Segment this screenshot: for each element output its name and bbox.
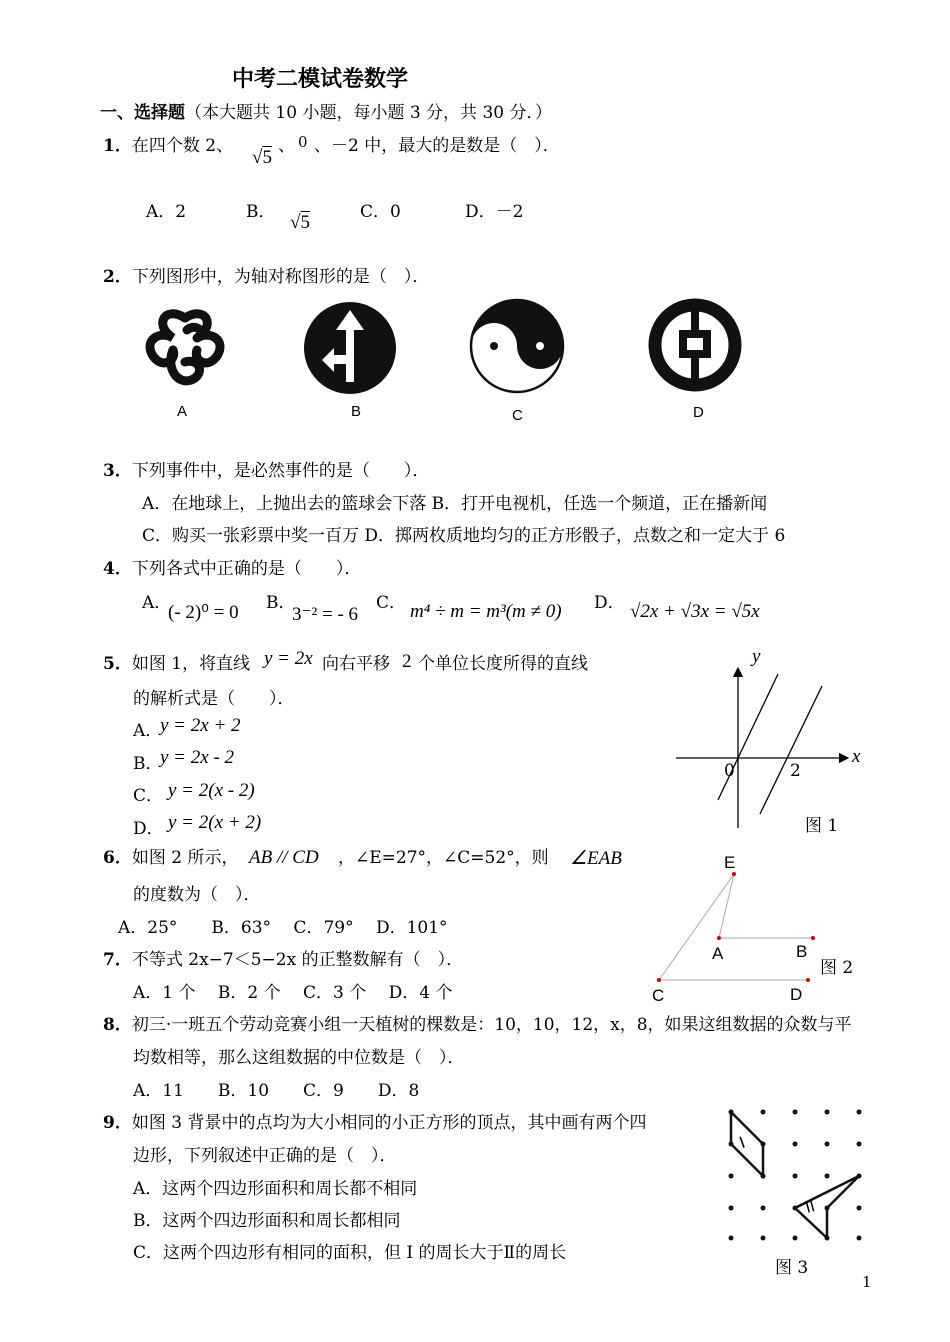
q4-option-d-expr: √2x + √3x = √5x [630,601,760,622]
q8-number: 8． [103,1015,132,1035]
fig1-origin-label: 0 [724,761,735,781]
bank-coin-logo-icon [646,296,744,394]
knot-symbol-icon [135,300,235,395]
q4-option-d-label: D． [594,593,625,613]
q7-options: A．1 个 B．2 个 C．3 个 D．4 个 [133,983,453,1003]
q6-stem [103,843,238,868]
q5-stem-b: 向右平移 [322,654,390,674]
q1-stem-tail: 、－2 中，最大的是数是（ ）． [314,136,560,156]
q4-number: 4． [103,559,132,579]
figure-1-graph [672,648,872,838]
q1-zero: 0 [298,133,308,151]
page-title: 中考二模试卷数学 [232,67,409,92]
q5-option-d-expr: y = 2(x + 2) [168,812,262,833]
q7-stem [103,945,463,970]
yin-yang-icon [468,297,566,395]
q1-option-d: D．－2 [465,202,524,222]
q1-sqrt5-inline: √5 [252,147,272,168]
q9-stem-line2: 边形，下列叙述中正确的是（ ）． [133,1146,397,1166]
q5-option-b-expr: y = 2x - 2 [160,747,235,768]
fig2-caption: 图 2 [820,958,854,978]
q5-equation: y = 2x [264,648,313,669]
q1-option-c: C．0 [360,202,401,222]
road-sign-arrow-icon [302,300,398,396]
q2-stem-text: 下列图形中，为轴对称图形的是（ ）． [131,267,430,287]
q6-angle-eab: ∠EAB [570,848,622,869]
q8-stem-line2: 均数相等，那么这组数据的中位数是（ ）． [133,1048,465,1068]
segment-ec [659,874,734,980]
line-shifted [760,686,822,814]
fig2-point-b: B [796,942,808,961]
q2-label-c: C [512,407,523,424]
q6-stem-b: ，∠E=27°，∠C=52°，则 [338,848,549,868]
q7-number: 7． [103,950,132,970]
q1-sep: 、 [278,136,295,156]
fig3-shape-i-label: I [736,1132,748,1153]
figure-2-diagram [640,850,840,1000]
q5-stem-c: 个单位长度所得的直线 [418,654,588,674]
section-heading [100,98,552,123]
q3-options-line2: C．购买一张彩票中奖一百万 D．掷两枚质地均匀的正方形骰子，点数之和一定大于 6 [142,526,786,546]
q6-stem-line2: 的度数为（ ）． [133,885,261,905]
q1-option-b-value: 5 [300,212,310,233]
q4-option-b-label: B． [266,593,296,613]
q1-option-b-sqrt5: √5 [290,212,310,233]
q5-option-a-expr: y = 2x + 2 [160,715,241,736]
q2-label-b: B [351,403,362,420]
fig1-tick-2: 2 [790,761,801,781]
q1-option-a: A．2 [146,202,187,222]
q1-stem [103,131,233,156]
q4-option-c-label: C． [376,593,407,613]
q4-option-c-expr: m⁴ ÷ m = m³(m ≠ 0) [410,601,562,622]
q5-option-d-label: D． [133,819,164,839]
q4-stem-text: 下列各式中正确的是（ ）． [131,559,362,579]
fig1-y-label: y [752,646,761,667]
section-note: （本大题共 10 小题，每小题 3 分，共 30 分．） [185,103,553,123]
q4-option-a-expr: (- 2)⁰ = 0 [168,602,239,623]
q9-stem [103,1108,646,1133]
q5-shift-amount: 2 [402,651,412,672]
q4-option-a-label: A． [142,593,172,613]
q3-number: 3． [103,461,132,481]
q2-label-a: A [177,403,188,420]
q2-label-d: D [693,404,704,421]
q5-stem-a: 如图 1，将直线 [131,654,251,674]
segment-ea [719,874,734,938]
q9-option-a: A．这两个四边形面积和周长都不相同 [133,1179,418,1199]
q9-number: 9． [103,1113,132,1133]
q2-stem [103,262,429,287]
q5-option-a-label: A． [133,721,163,741]
q6-stem-a: 如图 2 所示， [131,848,239,868]
section-title: 一、选择题 [100,103,185,123]
fig2-point-e: E [724,853,736,872]
q9-option-b: B．这两个四边形面积和周长都相同 [133,1211,401,1231]
fig2-point-d: D [790,985,803,1004]
fig3-shape-ii-label: II [803,1198,817,1217]
q8-options: A．11 B．10 C．9 D．8 [133,1081,420,1101]
q5-option-b-label: B． [133,754,163,774]
q4-stem [103,554,361,579]
q9-stem-text: 如图 3 背景中的点均为大小相同的小正方形的顶点，其中画有两个四 [131,1113,647,1133]
q1-stem-text-a: 在四个数 2、 [131,136,234,156]
q1-option-b: B． [246,202,276,222]
fig1-x-label: x [852,746,861,767]
q3-stem-text: 下列事件中，是必然事件的是（ ）． [131,461,430,481]
q4-option-b-expr: 3⁻² = - 6 [292,604,359,625]
q8-stem [103,1010,852,1035]
q6-number: 6． [103,848,132,868]
q5-option-c-expr: y = 2(x - 2) [168,780,255,801]
q8-stem-text: 初三·一班五个劳动竞赛小组一天植树的棵数是：10，10，12，x，8，如果这组数据的众数与平 [131,1015,852,1035]
q7-stem-text: 不等式 2x−7＜5−2x 的正整数解有（ ）． [131,950,464,970]
q5-option-c-label: C． [133,786,164,806]
q5-stem [103,649,250,674]
q5-stem-line2: 的解析式是（ ）． [133,689,295,709]
q6-ab-parallel-cd: AB // CD [249,847,319,868]
line-y-2x [718,674,778,800]
figure-3-dot-grid [715,1100,875,1250]
q5-number: 5． [103,654,132,674]
q3-stem [103,456,429,481]
q3-options-line1: A．在地球上，上抛出去的篮球会下落 B．打开电视机，任选一个频道，正在播新闻 [142,494,768,514]
page-number: 1 [862,1273,872,1291]
q2-number: 2． [103,267,132,287]
fig3-caption: 图 3 [775,1258,809,1278]
q1-number: 1． [103,136,132,156]
q1-sqrt5-value: 5 [262,147,272,168]
q6-options: A．25° B．63° C．79° D．101° [118,918,448,938]
fig2-point-c: C [652,986,665,1005]
quadrilateral-i [731,1112,763,1176]
fig2-point-a: A [712,944,724,963]
q9-option-c: C．这两个四边形有相同的面积，但 I 的周长大于Ⅱ的周长 [133,1243,567,1263]
fig1-caption: 图 1 [805,816,839,836]
